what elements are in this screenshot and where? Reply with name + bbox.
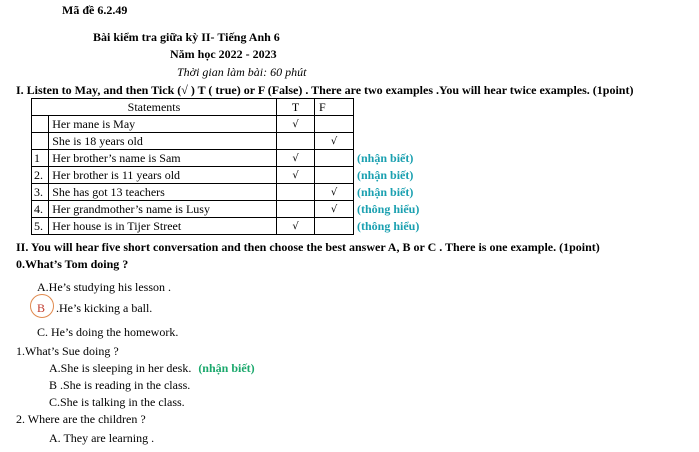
true-tick-cell: √ [277, 218, 315, 235]
part1-instruction: I. Listen to May, and then Tick (√ ) T ( true) or F (False) . There are two examples .You will hear twice examples. (1point) [16, 83, 634, 97]
table-row [32, 133, 456, 150]
row-number [32, 116, 49, 133]
note-cell [354, 99, 456, 116]
statements-table [31, 98, 455, 235]
question-0: 0.What’s Tom doing ? [16, 257, 129, 271]
row-statement: She is 18 years old [49, 133, 277, 150]
t-header: T [277, 99, 315, 116]
true-tick-cell [277, 201, 315, 218]
true-tick-cell: √ [277, 150, 315, 167]
row-note: (thông hiểu) [354, 201, 456, 218]
row-note [354, 133, 456, 150]
false-tick-cell [315, 116, 354, 133]
exam-code: Mã đề 6.2.49 [62, 3, 128, 17]
true-tick-cell [277, 184, 315, 201]
statements-header: Statements [32, 99, 277, 116]
table-header-row [32, 99, 456, 116]
q0-option-b-letter: B [37, 301, 46, 315]
part2-instruction: II. You will hear five short conversation and then choose the best answer A, B or C . There is one example. (1point) [16, 240, 600, 254]
q1-option-a [49, 361, 255, 375]
q2-option-a: A. They are learning . [49, 431, 155, 445]
true-tick-cell: √ [277, 167, 315, 184]
time-allowed: Thời gian làm bài: 60 phút [177, 65, 307, 79]
false-tick-cell: √ [315, 184, 354, 201]
false-tick-cell: √ [315, 133, 354, 150]
false-tick-cell: √ [315, 201, 354, 218]
row-statement: Her house is in Tijer Street [49, 218, 277, 235]
row-note [354, 116, 456, 133]
false-tick-cell [315, 150, 354, 167]
row-note: (nhận biết) [354, 184, 456, 201]
q0-option-c: C. He’s doing the homework. [37, 325, 179, 339]
q1-option-b: B .She is reading in the class. [49, 378, 191, 392]
table-row [32, 184, 456, 201]
row-number: 2. [32, 167, 49, 184]
question-1: 1.What’s Sue doing ? [16, 344, 119, 358]
row-number: 3. [32, 184, 49, 201]
row-statement: Her brother is 11 years old [49, 167, 277, 184]
row-number [32, 133, 49, 150]
q1-option-c: C.She is talking in the class. [49, 395, 185, 409]
q0-option-a: A.He’s studying his lesson . [37, 280, 172, 294]
q1-option-a-text: A.She is sleeping in her desk. [49, 361, 192, 375]
f-header: F [315, 99, 354, 116]
row-statement: Her grandmother’s name is Lusy [49, 201, 277, 218]
q0-option-b: .He’s kicking a ball. [56, 301, 153, 315]
true-tick-cell: √ [277, 116, 315, 133]
row-note: (nhận biết) [354, 150, 456, 167]
true-tick-cell [277, 133, 315, 150]
row-number: 4. [32, 201, 49, 218]
row-statement: Her brother’s name is Sam [49, 150, 277, 167]
row-number: 5. [32, 218, 49, 235]
table-row [32, 167, 456, 184]
table-row [32, 150, 456, 167]
school-year: Năm học 2022 - 2023 [170, 47, 277, 61]
q1-option-a-note: (nhận biết) [198, 361, 255, 375]
false-tick-cell [315, 218, 354, 235]
test-title: Bài kiểm tra giữa kỳ II- Tiếng Anh 6 [93, 30, 280, 44]
question-2: 2. Where are the children ? [16, 412, 146, 426]
table-row [32, 116, 456, 133]
row-note: (nhận biết) [354, 167, 456, 184]
row-number: 1 [32, 150, 49, 167]
row-statement: She has got 13 teachers [49, 184, 277, 201]
table-row [32, 201, 456, 218]
table-row [32, 218, 456, 235]
row-note: (thông hiểu) [354, 218, 456, 235]
row-statement: Her mane is May [49, 116, 277, 133]
false-tick-cell [315, 167, 354, 184]
